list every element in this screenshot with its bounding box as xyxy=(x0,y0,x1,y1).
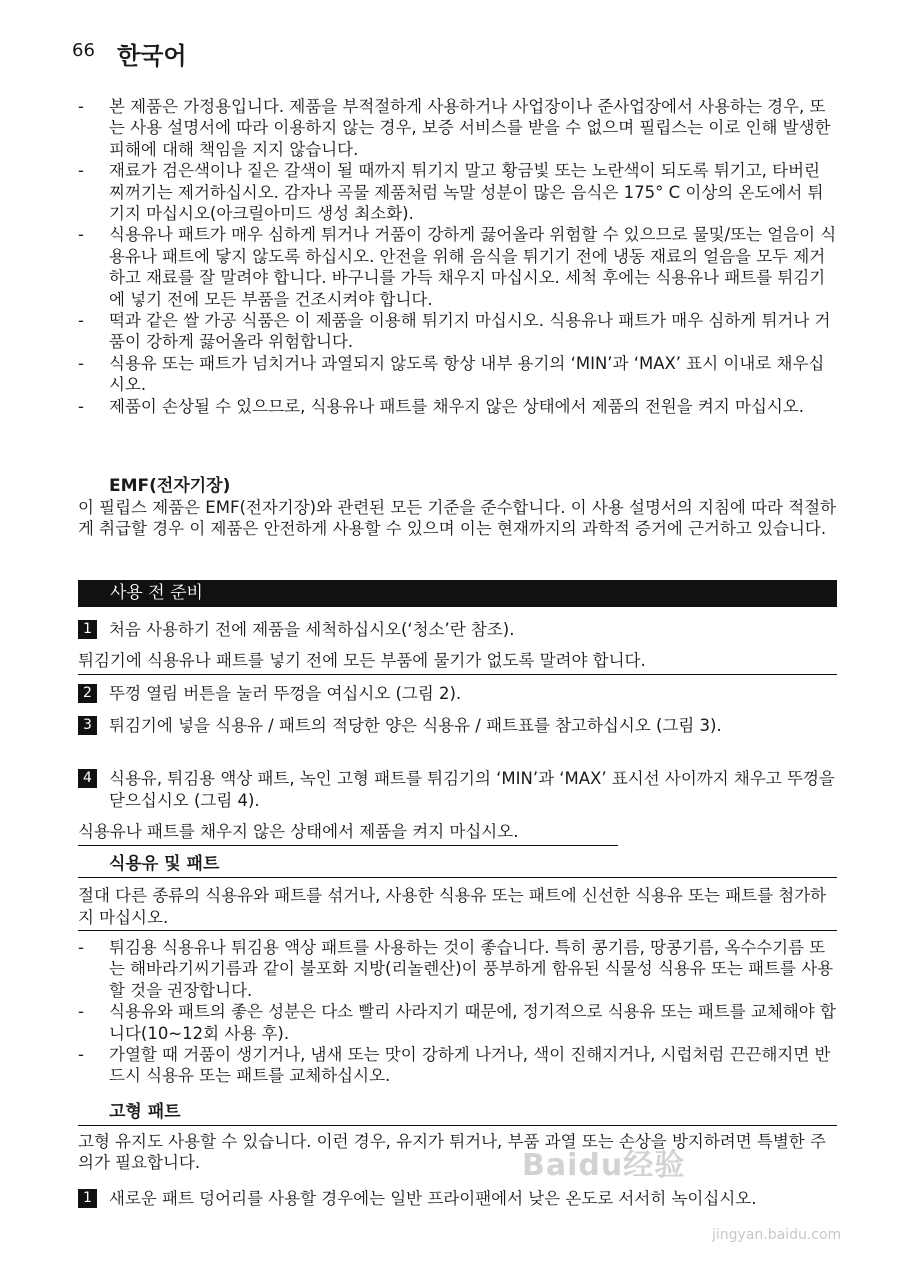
emf-heading: EMF(전자기장) xyxy=(109,476,231,496)
step-text: 식용유, 튀김용 액상 패트, 녹인 고형 패트를 튀김기의 ‘MIN’과 ‘MAX’ 표시선 사이까지 채우고 뚜껑을 닫으십시오 (그림 4). xyxy=(109,769,835,810)
list-item: - 재료가 검은색이나 짙은 갈색이 될 때까지 튀기지 말고 황금빛 또는 노란색이 되도록 튀기고, 타버린 찌꺼기는 제거하십시오. 감자나 곡물 제품처럼 녹말 성분이 많은 음식은 175° C 이상의 온도에서 튀기지 마십시오(아크릴아미드 생성 최소화). xyxy=(78,161,824,224)
language-heading: 한국어 xyxy=(117,42,187,70)
list-item: - 식용유와 패트의 좋은 성분은 다소 빨리 사라지기 때문에, 정기적으로 식용유 또는 패트를 교체해야 합니다(10~12회 사용 후). xyxy=(78,1002,836,1043)
solid-step-1 xyxy=(78,1188,837,1210)
step-number-badge: 3 xyxy=(78,716,97,735)
step-number-badge: 1 xyxy=(78,620,97,639)
list-item: - 튀김용 식용유나 튀김용 액상 패트를 사용하는 것이 좋습니다. 특히 콩기름, 땅콩기름, 옥수수기름 또는 해바라기씨기름과 같이 불포화 지방(리놀렌산)이 풍부하게 함유된 식물성 식용유 또는 패트를 사용할 것을 권장합니다. xyxy=(78,938,834,1000)
list-item: - 식용유 또는 패트가 넘치거나 과열되지 않도록 항상 내부 용기의 ‘MIN’과 ‘MAX’ 표시 이내로 채우십시오. xyxy=(78,353,825,395)
solid-fat-heading: 고형 패트 xyxy=(109,1102,181,1122)
step-number-badge: 4 xyxy=(78,769,97,788)
step-2 xyxy=(78,683,837,705)
no-empty-note: 식용유나 패트를 채우지 않은 상태에서 제품을 켜지 마십시오. xyxy=(78,821,618,846)
step-text: 처음 사용하기 전에 제품을 세척하십시오(‘청소’란 참조). xyxy=(109,620,515,639)
step-text: 새로운 패트 덩어리를 사용할 경우에는 일반 프라이팬에서 낮은 온도로 서서히 녹이십시오. xyxy=(109,1189,757,1208)
step-1 xyxy=(78,619,837,641)
oil-bullets xyxy=(78,937,838,1087)
emf-paragraph: 이 필립스 제품은 EMF(전자기장)와 관련된 모든 기준을 준수합니다. 이 사용 설명서의 지침에 따라 적절하게 취급할 경우 이 제품은 안전하게 사용할 수 있으며 이는 현재까지의 과학적 증거에 근거하고 있습니다. xyxy=(78,498,837,539)
dry-parts-note: 튀김기에 식용유나 패트를 넣기 전에 모든 부품에 물기가 없도록 말려야 합니다. xyxy=(78,650,837,675)
solid-fat-paragraph: 고형 유지도 사용할 수 있습니다. 이런 경우, 유지가 튀거나, 부품 과열 또는 손상을 방지하려면 특별한 주의가 필요합니다. xyxy=(78,1132,826,1173)
list-item: - 떡과 같은 쌀 가공 식품은 이 제품을 이용해 튀기지 마십시오. 식용유나 패트가 매우 심하게 튀거나 거품이 강하게 끓어올라 위험합니다. xyxy=(78,311,831,352)
step-3 xyxy=(78,715,837,737)
watermark-url: jingyan.baidu.com xyxy=(712,1227,842,1243)
step-text: 뚜껑 열림 버튼을 눌러 뚜껑을 여십시오 (그림 2). xyxy=(109,684,462,703)
section-title-bar xyxy=(78,580,837,607)
step-number-badge: 2 xyxy=(78,684,97,703)
oil-heading: 식용유 및 패트 xyxy=(109,854,220,874)
watermark-logo: Baidu经验 xyxy=(522,1148,686,1183)
step-text: 튀김기에 넣을 식용유 / 패트의 적당한 양은 식용유 / 패트표를 참고하십시오 (그림 3). xyxy=(109,716,722,735)
divider xyxy=(78,1125,837,1126)
section-title: 사용 전 준비 xyxy=(110,583,203,603)
step-number-badge: 1 xyxy=(78,1189,97,1208)
page-number: 66 xyxy=(72,40,95,61)
divider xyxy=(78,877,837,878)
list-item: - 제품이 손상될 수 있으므로, 식용유나 패트를 채우지 않은 상태에서 제품의 전원을 켜지 마십시오. xyxy=(78,396,805,416)
oil-warning: 절대 다른 종류의 식용유와 패트를 섞거나, 사용한 식용유 또는 패트에 신선한 식용유 또는 패트를 첨가하지 마십시오. xyxy=(78,885,837,931)
step-4 xyxy=(78,768,837,811)
list-item: - 식용유나 패트가 매우 심하게 튀거나 거품이 강하게 끓어올라 위험할 수 있으므로 물및/또는 얼음이 식용유나 패트에 닿지 않도록 하십시오. 안전을 위해 음식을 튀기기 전에 냉동 재료의 얼음을 모두 제거하고 재료를 잘 말려야 합니다. 바구니를 가득 채우지 마십시오. 세척 후에는 식용유나 패트를 튀김기에 넣기 전에 모든 부품을 건조시켜야 합니다. xyxy=(78,225,837,309)
list-item: - 본 제품은 가정용입니다. 제품을 부적절하게 사용하거나 사업장이나 준사업장에서 사용하는 경우, 또는 사용 설명서에 따라 이용하지 않는 경우, 보증 서비스를 받을 수 없으며 필립스는 이로 인해 발생한 피해에 대해 책임을 지지 않습니다. xyxy=(78,97,831,159)
safety-warnings-list xyxy=(78,96,838,417)
list-item: - 가열할 때 거품이 생기거나, 냄새 또는 맛이 강하게 나거나, 색이 진해지거나, 시럽처럼 끈끈해지면 반드시 식용유 또는 패트를 교체하십시오. xyxy=(78,1045,831,1086)
